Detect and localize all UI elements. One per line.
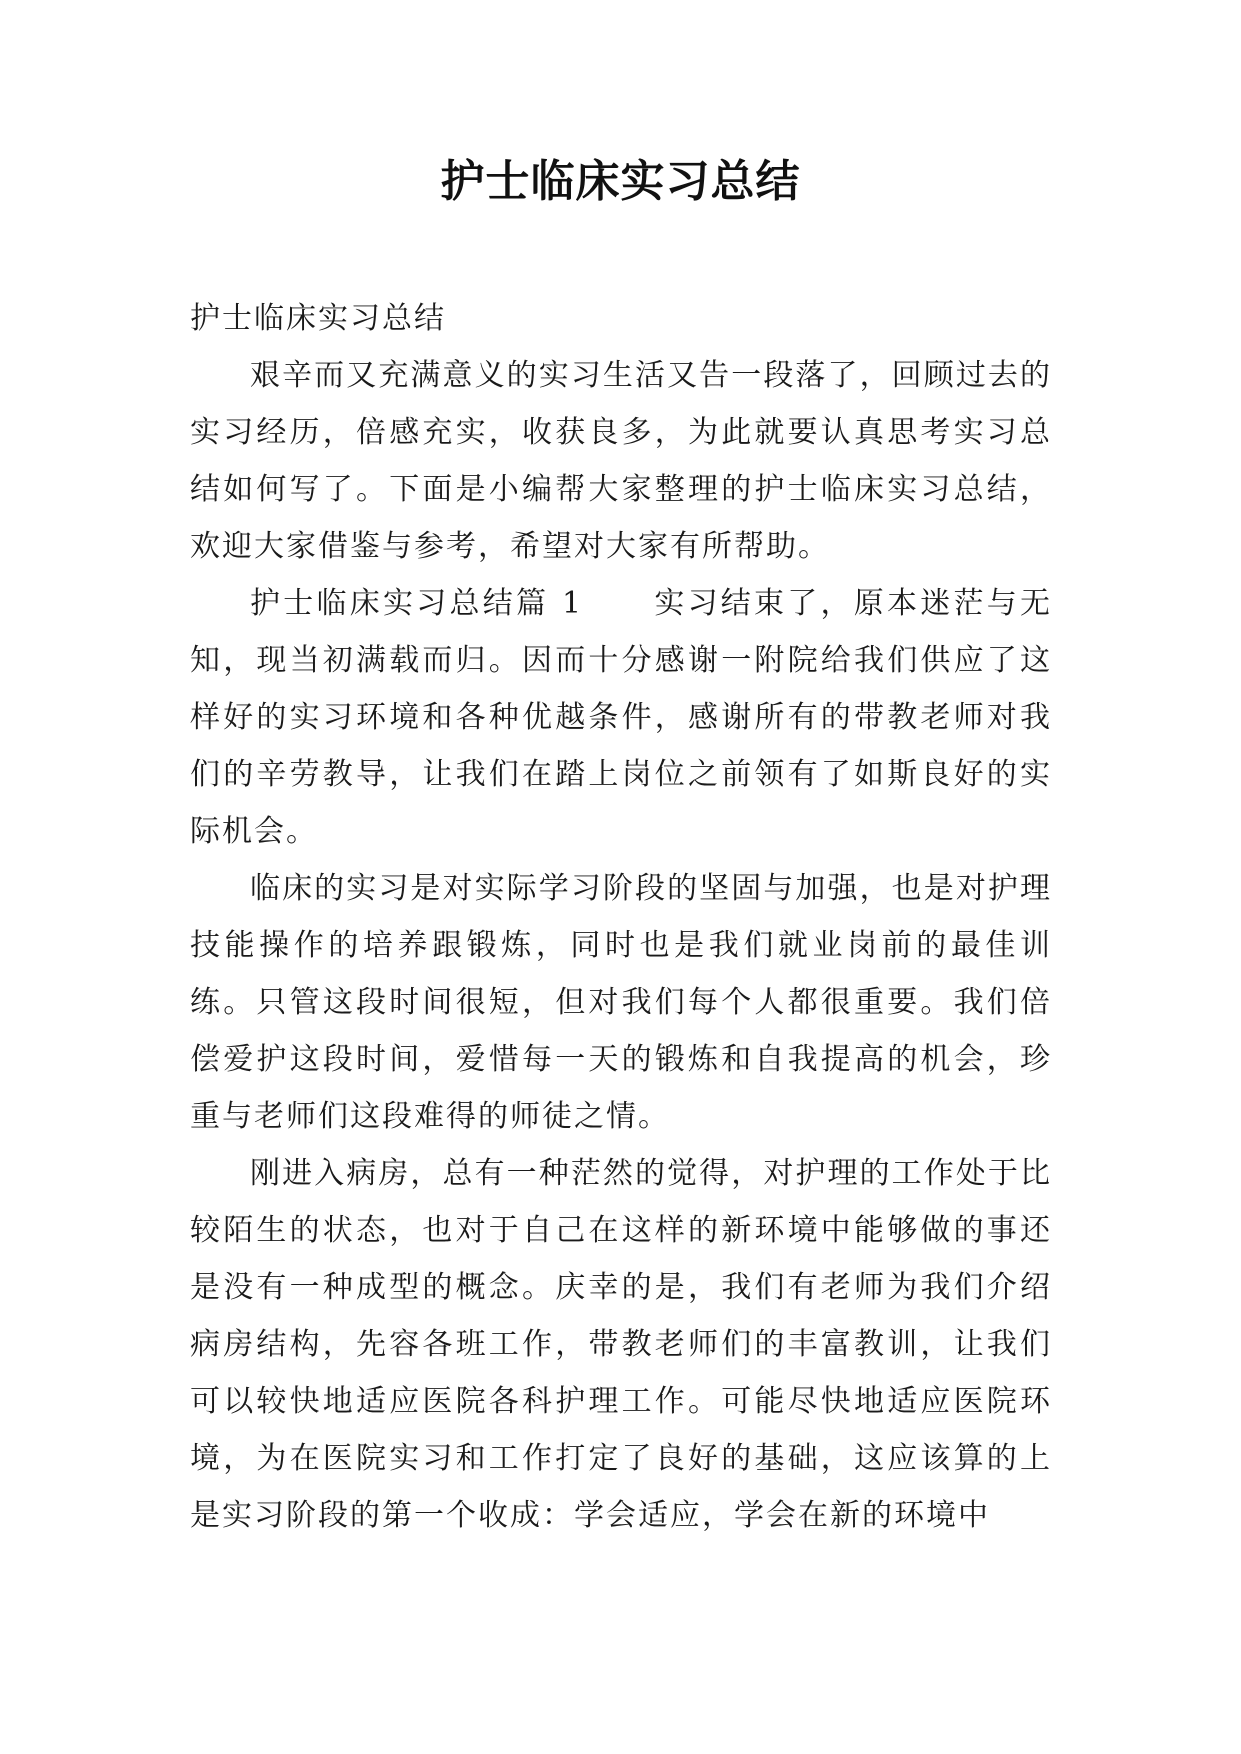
- paragraph-2: 临床的实习是对实际学习阶段的坚固与加强，也是对护理技能操作的培养跟锻炼，同时也是我们就业岗前的最佳训练。只管这段时间很短，但对我们每个人都很重要。我们倍偿爱护这段时间，爱惜每一天的锻炼和自我提高的机会，珍重与老师们这段难得的师徒之情。: [190, 871, 1052, 1134]
- section-1-paragraph: [190, 575, 1052, 860]
- paragraph-3: 刚进入病房，总有一种茫然的觉得，对护理的工作处于比较陌生的状态，也对于自己在这样的新环境中能够做的事还是没有一种成型的概念。庆幸的是，我们有老师为我们介绍病房结构，先容各班工作，带教老师们的丰富教训，让我们可以较快地适应医院各科护理工作。可能尽快地适应医院环境，为在医院实习和工作打定了良好的基础，这应该算的上是实习阶段的第一个收成：学会适应，学会在新的环境中: [190, 1156, 1052, 1533]
- document-body: [190, 290, 1052, 1544]
- paragraph-1-text: 实习结束了，原本迷茫与无知，现当初满载而归。因而十分感谢一附院给我们供应了这样好的实习环境和各种优越条件，感谢所有的带教老师对我们的辛劳教导，让我们在踏上岗位之前领有了如斯良好的实际机会。: [190, 586, 1053, 849]
- section-heading: 护士临床实习总结篇 1: [250, 586, 584, 621]
- intro-paragraph: 艰辛而又充满意义的实习生活又告一段落了，回顾过去的实习经历，倍感充实，收获良多，为此就要认真思考实习总结如何写了。下面是小编帮大家整理的护士临床实习总结，欢迎大家借鉴与参考，希望对大家有所帮助。: [190, 358, 1052, 564]
- document-title: 护士临床实习总结: [440, 156, 801, 207]
- subtitle-line: 护士临床实习总结: [190, 301, 446, 336]
